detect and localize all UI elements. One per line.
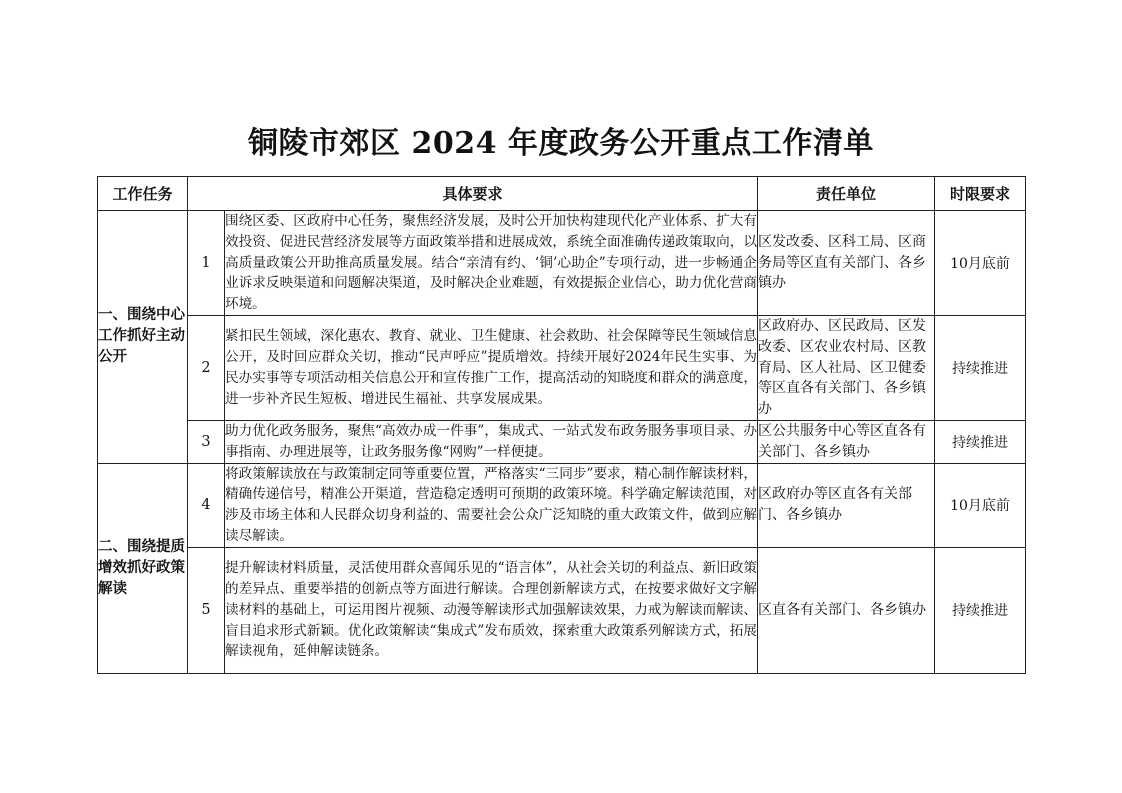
row-number: 1 [188, 211, 225, 316]
unit-cell: 区直各有关部门、各乡镇办 [758, 547, 935, 673]
table-row [98, 547, 1026, 673]
table-row [98, 316, 1026, 421]
requirement-cell: 助力优化政务服务，聚焦“高效办成一件事”，集成式、一站式发布政务服务事项目录、办事指南、办理进展等，让政务服务像“网购”一样便捷。 [225, 420, 758, 463]
row-number: 5 [188, 547, 225, 673]
table-header-row [98, 177, 1026, 211]
deadline-cell: 10月底前 [935, 211, 1026, 316]
deadline-cell: 持续推进 [935, 420, 1026, 463]
page-title: 铜陵市郊区 2024 年度政务公开重点工作清单 [248, 126, 874, 161]
unit-cell: 区政府办等区直各有关部门、各乡镇办 [758, 463, 935, 547]
unit-cell: 区政府办、区民政局、区发改委、区农业农村局、区教育局、区人社局、区卫健委等区直各有关部门、各乡镇办 [758, 316, 935, 421]
deadline-cell: 10月底前 [935, 463, 1026, 547]
row-number: 2 [188, 316, 225, 421]
deadline-cell: 持续推进 [935, 547, 1026, 673]
work-list-table [97, 176, 1026, 674]
table-row [98, 420, 1026, 463]
unit-cell: 区发改委、区科工局、区商务局等区直有关部门、各乡镇办 [758, 211, 935, 316]
header-unit: 责任单位 [758, 177, 935, 211]
table-row [98, 211, 1026, 316]
task-group-2: 二、围绕提质增效抓好政策解读 [98, 463, 188, 673]
table-row [98, 463, 1026, 547]
header-task: 工作任务 [98, 177, 188, 211]
header-deadline: 时限要求 [935, 177, 1026, 211]
requirement-cell: 提升解读材料质量，灵活使用群众喜闻乐见的“语言体”，从社会关切的利益点、新旧政策的差异点、重要举措的创新点等方面进行解读。合理创新解读方式，在按要求做好文字解读材料的基础上，可运用图片视频、动漫等解读形式加强解读效果，力戒为解读而解读、盲目追求形式新颖。优化政策解读“集成式”发布质效，探索重大政策系列解读方式，拓展解读视角，延伸解读链条。 [225, 547, 758, 673]
requirement-cell: 将政策解读放在与政策制定同等重要位置，严格落实“三同步”要求，精心制作解读材料，精确传递信号，精准公开渠道，营造稳定透明可预期的政策环境。科学确定解读范围，对涉及市场主体和人民群众切身利益的、需要社会公众广泛知晓的重大政策文件，做到应解读尽解读。 [225, 463, 758, 547]
unit-cell: 区公共服务中心等区直各有关部门、各乡镇办 [758, 420, 935, 463]
row-number: 4 [188, 463, 225, 547]
row-number: 3 [188, 420, 225, 463]
deadline-cell: 持续推进 [935, 316, 1026, 421]
header-requirement: 具体要求 [188, 177, 758, 211]
task-group-1: 一、围绕中心工作抓好主动公开 [98, 211, 188, 464]
requirement-cell: 紧扣民生领域，深化惠农、教育、就业、卫生健康、社会救助、社会保障等民生领域信息公开，及时回应群众关切，推动“民声呼应”提质增效。持续开展好2024年民生实事、为民办实事等专项活动相关信息公开和宣传推广工作，提高活动的知晓度和群众的满意度，进一步补齐民生短板、增进民生福祉、共享发展成果。 [225, 316, 758, 421]
requirement-cell: 围绕区委、区政府中心任务，聚焦经济发展，及时公开加快构建现代化产业体系、扩大有效投资、促进民营经济发展等方面政策举措和进展成效，系统全面准确传递政策取向，以高质量政策公开助推高质量发展。结合“亲清有约、‘铜’心助企”专项行动，进一步畅通企业诉求反映渠道和问题解决渠道，及时解决企业难题，有效提振企业信心，助力优化营商环境。 [225, 211, 758, 316]
